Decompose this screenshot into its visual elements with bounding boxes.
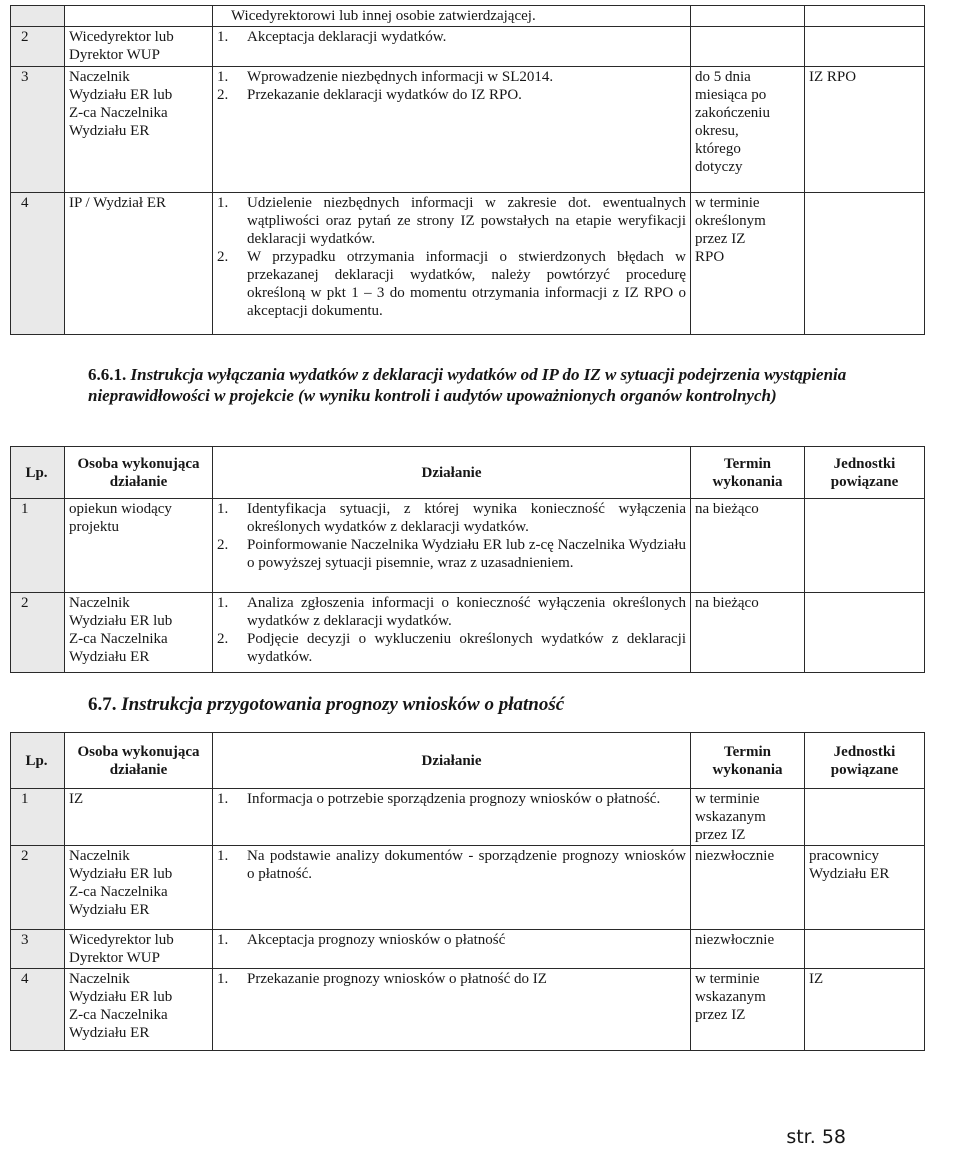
table-deklaracja-continued <box>10 5 925 335</box>
cell-line: niezwłocznie <box>695 932 775 948</box>
action-text: W przypadku otrzymania informacji o stwierdzonych błędach w przekazanej deklaracji wydatków, należy powtórzyć procedurę określoną w pkt 1 – 3 do momentu otrzymania informacji z IZ RPO o akceptacji dokumentu. <box>247 249 686 319</box>
cell-actions <box>213 846 691 930</box>
action-text: Akceptacja prognozy wniosków o płatność <box>247 932 506 948</box>
action-number: 1. <box>217 69 229 85</box>
table-row <box>11 930 925 969</box>
cell-line: dotyczy <box>695 159 743 175</box>
cell-actions <box>213 27 691 67</box>
action-text: Udzielenie niezbędnych informacji w zakresie dot. ewentualnych wątpliwości oraz pytań ze strony IZ powstałych na etapie weryfikacji deklaracji wydatków. <box>247 195 686 247</box>
cell-actions <box>213 67 691 193</box>
action-number: 1. <box>217 195 229 211</box>
action-item <box>217 7 686 25</box>
section-number: 6.6.1. <box>88 365 127 384</box>
cell-line: okresu, <box>695 123 739 139</box>
action-list <box>217 970 686 988</box>
cell-line: miesiąca po <box>695 87 767 103</box>
cell-line: wskazanym <box>695 989 766 1005</box>
cell-line: określonym <box>695 213 766 229</box>
header-term: Termin wykonania <box>691 447 805 499</box>
cell-person <box>65 593 213 673</box>
cell-related <box>805 6 925 27</box>
action-item <box>217 194 686 248</box>
cell-line: przez IZ <box>695 827 746 843</box>
cell-line: niezwłocznie <box>695 848 775 864</box>
header-person: Osoba wykonująca działanie <box>65 447 213 499</box>
action-item <box>217 68 686 86</box>
cell-line: Z-ca Naczelnika <box>69 631 168 647</box>
action-list <box>217 7 686 25</box>
action-item <box>217 594 686 630</box>
cell-line: Wydziału ER <box>69 902 150 918</box>
cell-term <box>691 789 805 846</box>
cell-line: projektu <box>69 519 119 535</box>
table-row <box>11 593 925 673</box>
action-list <box>217 28 686 46</box>
cell-actions <box>213 930 691 969</box>
action-text: Wprowadzenie niezbędnych informacji w SL2014. <box>247 69 554 85</box>
header-row <box>11 447 925 499</box>
cell-lp: 4 <box>11 969 65 1051</box>
action-list <box>217 931 686 949</box>
cell-person <box>65 969 213 1051</box>
header-term: Termin wykonania <box>691 733 805 789</box>
cell-person <box>65 27 213 67</box>
cell-related <box>805 846 925 930</box>
cell-term <box>691 846 805 930</box>
action-list <box>217 790 686 808</box>
action-number: 1. <box>217 932 229 948</box>
action-number: 1. <box>217 595 229 611</box>
cell-line: Z-ca Naczelnika <box>69 105 168 121</box>
table-row <box>11 67 925 193</box>
table-wylaczanie-wydatkow <box>10 446 925 673</box>
action-item <box>217 630 686 666</box>
table-row <box>11 846 925 930</box>
cell-related <box>805 193 925 335</box>
cell-related <box>805 789 925 846</box>
header-lp: Lp. <box>11 733 65 789</box>
action-item <box>217 86 686 104</box>
cell-actions <box>213 593 691 673</box>
cell-related <box>805 499 925 593</box>
cell-term <box>691 193 805 335</box>
cell-actions <box>213 789 691 846</box>
header-action: Działanie <box>213 733 691 789</box>
cell-lp: 1 <box>11 789 65 846</box>
action-text: Wicedyrektorowi lub innej osobie zatwierdzającej. <box>231 8 536 24</box>
page-number: str. 58 <box>786 1126 846 1148</box>
table-row <box>11 969 925 1051</box>
action-list <box>217 194 686 320</box>
cell-line: Wydziału ER <box>809 866 890 882</box>
cell-lp: 2 <box>11 27 65 67</box>
cell-line: Naczelnik <box>69 595 130 611</box>
cell-line: zakończeniu <box>695 105 770 121</box>
cell-line: RPO <box>695 249 725 265</box>
action-item <box>217 790 686 808</box>
cell-related <box>805 930 925 969</box>
cell-line: Wydziału ER lub <box>69 613 173 629</box>
section-heading-6-7 <box>88 694 868 715</box>
cell-line: Naczelnik <box>69 848 130 864</box>
action-number: 1. <box>217 29 229 45</box>
cell-actions <box>213 499 691 593</box>
cell-term <box>691 499 805 593</box>
cell-line: Wydziału ER <box>69 1025 150 1041</box>
action-item <box>217 500 686 536</box>
cell-line: Wicedyrektor lub <box>69 932 174 948</box>
action-number: 2. <box>217 537 229 553</box>
action-text: Na podstawie analizy dokumentów - sporządzenie prognozy wniosków o płatność. <box>247 848 686 882</box>
action-text: Przekazanie prognozy wniosków o płatność do IZ <box>247 971 547 987</box>
table-row <box>11 499 925 593</box>
header-lp: Lp. <box>11 447 65 499</box>
cell-line: wskazanym <box>695 809 766 825</box>
cell-term <box>691 6 805 27</box>
cell-line: przez IZ <box>695 231 746 247</box>
cell-term <box>691 930 805 969</box>
cell-line: IP / Wydział ER <box>69 195 167 211</box>
section-title: Instrukcja wyłączania wydatków z deklaracji wydatków od IP do IZ w sytuacji podejrzenia wystąpienia nieprawidłowości w projekcie (w wyniku kontroli i audytów upoważnionych organów kontrolnych) <box>88 365 847 405</box>
section-heading-6-6-1 <box>88 364 868 406</box>
action-number: 2. <box>217 249 229 265</box>
cell-lp <box>11 6 65 27</box>
header-person: Osoba wykonująca działanie <box>65 733 213 789</box>
table-body <box>11 789 925 1051</box>
cell-line: Wydziału ER lub <box>69 866 173 882</box>
cell-line: na bieżąco <box>695 501 759 517</box>
cell-person <box>65 789 213 846</box>
cell-line: Naczelnik <box>69 69 130 85</box>
table-row <box>11 27 925 67</box>
table-row <box>11 193 925 335</box>
cell-line: Dyrektor WUP <box>69 950 160 966</box>
cell-line: Wydziału ER lub <box>69 989 173 1005</box>
table-body <box>11 499 925 673</box>
cell-person <box>65 193 213 335</box>
cell-person <box>65 930 213 969</box>
table-row <box>11 6 925 27</box>
cell-lp: 3 <box>11 67 65 193</box>
cell-line: Naczelnik <box>69 971 130 987</box>
cell-line: Wydziału ER lub <box>69 87 173 103</box>
cell-line: Z-ca Naczelnika <box>69 1007 168 1023</box>
cell-related <box>805 593 925 673</box>
header-action: Działanie <box>213 447 691 499</box>
cell-related <box>805 969 925 1051</box>
header-related: Jednostki powiązane <box>805 733 925 789</box>
action-number: 1. <box>217 501 229 517</box>
header-row <box>11 733 925 789</box>
cell-term <box>691 969 805 1051</box>
action-item <box>217 847 686 883</box>
action-text: Informacja o potrzebie sporządzenia prognozy wniosków o płatność. <box>247 791 661 807</box>
cell-line: w terminie <box>695 971 760 987</box>
action-text: Podjęcie decyzji o wykluczeniu określonych wydatków z deklaracji wydatków. <box>247 631 686 665</box>
cell-related <box>805 27 925 67</box>
cell-lp: 2 <box>11 846 65 930</box>
cell-lp: 2 <box>11 593 65 673</box>
action-item <box>217 931 686 949</box>
table-body <box>11 6 925 335</box>
action-text: Identyfikacja sytuacji, z której wynika konieczność wyłączenia określonych wydatków z deklaracji wydatków. <box>247 501 686 535</box>
action-item <box>217 536 686 572</box>
action-number: 2. <box>217 631 229 647</box>
cell-line: Wicedyrektor lub <box>69 29 174 45</box>
action-number: 1. <box>217 971 229 987</box>
table-prognoza-wnioskow <box>10 732 925 1051</box>
action-number: 1. <box>217 848 229 864</box>
cell-person <box>65 846 213 930</box>
cell-person <box>65 6 213 27</box>
cell-term <box>691 27 805 67</box>
action-list <box>217 594 686 666</box>
cell-line: w terminie <box>695 791 760 807</box>
cell-line: IZ RPO <box>809 69 857 85</box>
cell-term <box>691 593 805 673</box>
cell-actions <box>213 969 691 1051</box>
cell-term <box>691 67 805 193</box>
cell-line: przez IZ <box>695 1007 746 1023</box>
cell-line: pracownicy <box>809 848 879 864</box>
cell-line: Z-ca Naczelnika <box>69 884 168 900</box>
action-number <box>217 7 231 25</box>
cell-actions <box>213 193 691 335</box>
cell-line: na bieżąco <box>695 595 759 611</box>
action-list <box>217 68 686 104</box>
cell-line: do 5 dnia <box>695 69 751 85</box>
action-item <box>217 248 686 320</box>
cell-lp: 3 <box>11 930 65 969</box>
action-list <box>217 500 686 572</box>
section-title: Instrukcja przygotowania prognozy wniosków o płatność <box>121 694 565 715</box>
action-number: 1. <box>217 791 229 807</box>
cell-line: opiekun wiodący <box>69 501 172 517</box>
action-item <box>217 970 686 988</box>
action-item <box>217 28 686 46</box>
cell-line: którego <box>695 141 741 157</box>
cell-line: w terminie <box>695 195 760 211</box>
cell-person <box>65 67 213 193</box>
action-text: Przekazanie deklaracji wydatków do IZ RPO. <box>247 87 522 103</box>
section-number: 6.7. <box>88 694 117 715</box>
cell-person <box>65 499 213 593</box>
header-related: Jednostki powiązane <box>805 447 925 499</box>
table-row <box>11 789 925 846</box>
cell-line: Dyrektor WUP <box>69 47 160 63</box>
action-text: Akceptacja deklaracji wydatków. <box>247 29 447 45</box>
cell-lp: 1 <box>11 499 65 593</box>
action-text: Analiza zgłoszenia informacji o konieczność wyłączenia określonych wydatków z deklaracji wydatków. <box>247 595 686 629</box>
cell-related <box>805 67 925 193</box>
action-list <box>217 847 686 883</box>
cell-line: Wydziału ER <box>69 649 150 665</box>
action-text: Poinformowanie Naczelnika Wydziału ER lub z-cę Naczelnika Wydziału o powyższej sytuacji pisemnie, wraz z uzasadnieniem. <box>247 537 686 571</box>
cell-line: IZ <box>809 971 824 987</box>
cell-line: IZ <box>69 791 84 807</box>
cell-line: Wydziału ER <box>69 123 150 139</box>
cell-lp: 4 <box>11 193 65 335</box>
action-number: 2. <box>217 87 229 103</box>
cell-actions <box>213 6 691 27</box>
